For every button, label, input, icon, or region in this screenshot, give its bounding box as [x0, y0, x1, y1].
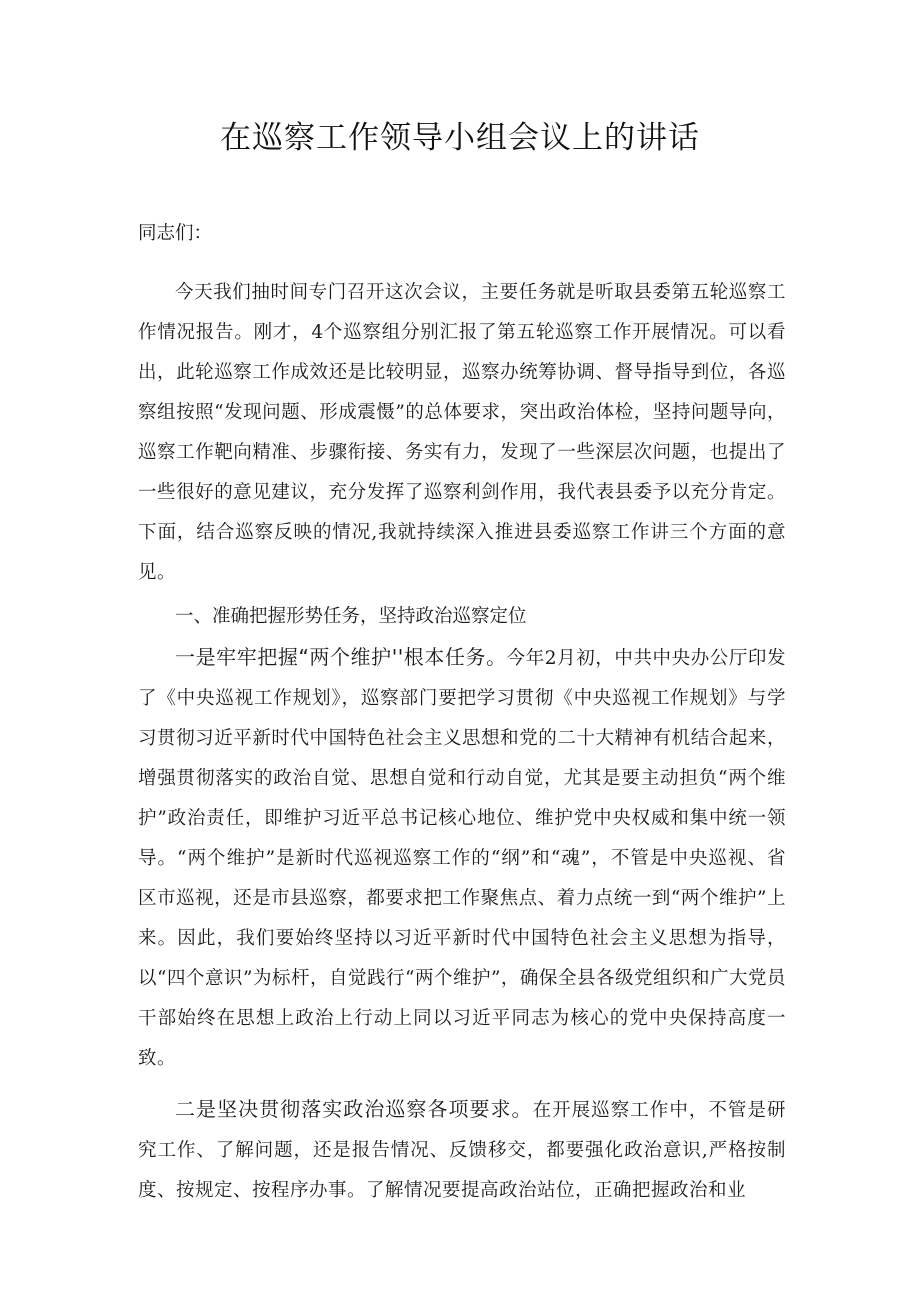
paragraph-point-1-text: 今年2月初，中共中央办公厅印发了《中央巡视工作规划》，巡察部门要把学习贯彻《中央巡视工作规划》与学习贯彻习近平新时代中国特色社会主义思想和党的二十大精神有机结合起来，增强贯彻落实的政治自觉、思想自觉和行动自觉，尤其是要主动担负“两个维护”政治责任，即维护习近平总书记核心地位、维护党中央权威和集中统一领导。“两个维护”是新时代巡视巡察工作的“纲”和“魂”，不管是中央巡视、省区市巡视，还是市县巡察，都要求把工作聚焦点、着力点统一到“两个维护”上来。因此，我们要始终坚持以习近平新时代中国特色社会主义思想为指导，以“四个意识”为标杆，自觉践行“两个维护”，确保全县各级党组织和广大党员干部始终在思想上政治上行动上同以习近平同志为核心的党中央保持高度一致。: [138, 648, 786, 1069]
document-body: [138, 215, 786, 1211]
paragraph-point-2: [138, 1089, 786, 1211]
paragraph-point-2-text: 在开展巡察工作中，不管是研究工作、了解问题，还是报告情况、反馈移交，都要强化政治意识,严格按制度、按规定、按程序办事。了解情况要提高政治站位，正确把握政治和业: [138, 1100, 786, 1201]
salutation: 同志们：: [138, 223, 213, 244]
section-heading-1: 一、准确把握形势任务，坚持政治巡察定位: [175, 606, 527, 627]
paragraph-point-1-lead: 一是牢牢把握“两个维护''根本任务。: [175, 645, 507, 669]
paragraph-point-2-lead: 二是坚决贯彻落实政治巡察各项要求。: [175, 1097, 533, 1121]
document-title: 在巡察工作领导小组会议上的讲话: [220, 120, 700, 156]
paragraph-point-1: [138, 637, 786, 1079]
paragraph-intro: 今天我们抽时间专门召开这次会议，主要任务就是听取县委第五轮巡察工作情况报告。刚才，4个巡察组分别汇报了第五轮巡察工作开展情况。可以看出，此轮巡察工作成效还是比较明显，巡察办统筹协调、督导指导到位，各巡察组按照“发现问题、形成震慑”的总体要求，突出政治体检，坚持问题导向，巡察工作靶向精准、步骤衔接、务实有力，发现了一些深层次问题，也提出了一些很好的意见建议，充分发挥了巡察利剑作用，我代表县委予以充分肯定。下面，结合巡察反映的情况,我就持续深入推进县委巡察工作讲三个方面的意见。: [138, 282, 786, 583]
